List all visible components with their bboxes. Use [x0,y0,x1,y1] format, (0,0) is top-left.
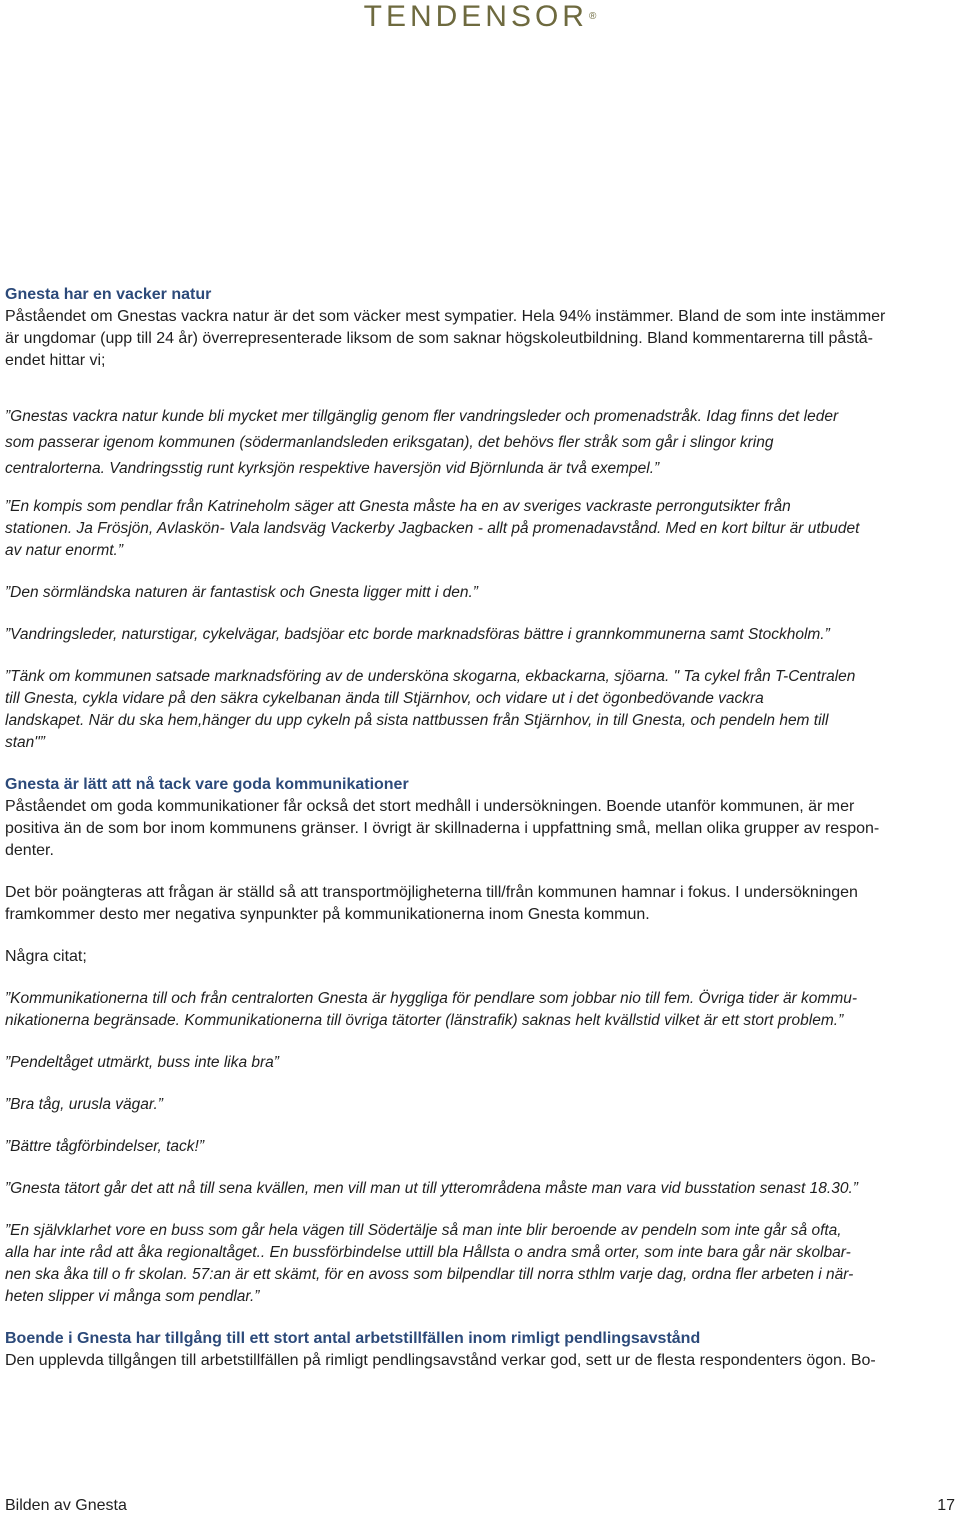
text-line: framkommer desto mer negativa synpunkter på kommunikationerna inom Gnesta kommun. [5,906,650,923]
quote-line: ”Gnestas vackra natur kunde bli mycket mer tillgänglig genom fler vandringsleder och promenadstråk. Idag finns det leder [5,408,839,425]
quote-centralorten [5,988,955,1032]
quote-line: av natur enormt.” [5,542,124,559]
quote-cykel [5,666,955,754]
quote-line: som passerar igenom kommunen (södermanlandsleden eriksgatan), det behövs fler stråk som går i slingor kring [5,434,774,451]
quote-line: nikationerna begränsade. Kommunikationerna till övriga tätorter (länstrafik) saknas helt kvällstid vilket är ett stort problem.” [5,1012,844,1029]
quote-line: ”En kompis som pendlar från Katrineholm säger att Gnesta måste ha en av sveriges vackraste perrongutsikter från [5,498,791,515]
text-line: denter. [5,842,54,859]
quote-vandringsleder [5,404,955,482]
registered-mark: ® [588,11,597,22]
text-line: är ungdomar (upp till 24 år) överrepresenterade liksom de som saknar högskoleutbildning. Bland kommentarerna till påstå- [5,330,873,347]
quote-line: alla har inte råd att åka regionaltåget.. En bussförbindelse uttill bla Hållsta o andra små orter, som inte bara går när skolbar- [5,1244,851,1261]
quote-line: stationen. Ja Frösjön, Avlaskön- Vala landsväg Vackerby Jagbacken - allt på promenadavstånd. Med en kort biltur är utbudet [5,520,860,537]
page-footer [5,1496,955,1516]
section-heading-natur: Gnesta har en vacker natur [5,286,212,303]
section-heading-arbetstillfallen: Boende i Gnesta har tillgång till ett stort antal arbetstillfällen inom rimligt pendlingsavstånd [5,1330,701,1347]
text-line: Påståendet om goda kommunikationer får också det stort medhåll i undersökningen. Boende utanför kommunen, är mer [5,798,855,815]
quote-sormlandska-naturen: ”Den sörmländska naturen är fantastisk och Gnesta ligger mitt i den.” [5,584,478,601]
footer-title: Bilden av Gnesta [5,1497,127,1514]
quote-line: till Gnesta, cykla vidare på den säkra cykelbanan ända till Stjärnhov, och vidare ut i det ögonbedövande vackra [5,690,764,707]
quote-line: ”En självklarhet vore en buss som går hela vägen till Södertälje så man inte blir beroende av pendeln som inte går så ofta, [5,1222,842,1239]
quote-sodertalje-buss [5,1220,955,1308]
tendensor-logo [0,2,960,32]
section-heading-kommunikationer: Gnesta är lätt att nå tack vare goda kommunikationer [5,776,409,793]
citat-intro: Några citat; [5,948,87,965]
text-line: positiva än de som bor inom kommunens gränser. I övrigt är skillnaderna i uppfattning små, mellan olika grupper av respon- [5,820,880,837]
quote-line: nen ska åka till o fr skolan. 57:an är ett skämt, för en avoss som bilpendlar till norra sthlm varje dag, ordna fler arbeten i när- [5,1266,854,1283]
quote-marknadsforing: ”Vandringsleder, naturstigar, cykelvägar, badsjöar etc borde marknadsföras bättre i grannkommunerna samt Stockholm.” [5,626,830,643]
quote-battre-tagforbindelser: ”Bättre tågförbindelser, tack!” [5,1138,205,1155]
page-number: 17 [937,1497,955,1514]
quote-bra-tag: ”Bra tåg, urusla vägar.” [5,1096,163,1113]
logo-text: TENDENSOR [363,0,588,33]
quote-perrongutsikt [5,496,955,562]
text-line: Påståendet om Gnestas vackra natur är det som väcker mest sympatier. Hela 94% instämmer. Bland de som inte instämmer [5,308,886,325]
quote-pendeltaget: ”Pendeltåget utmärkt, buss inte lika bra” [5,1054,279,1071]
quote-line: centralorterna. Vandringsstig runt kyrksjön respektive haversjön vid Björnlunda är två exempel.” [5,460,660,477]
quote-line: ”Kommunikationerna till och från centralorten Gnesta är hyggliga för pendlare som jobbar nio till fem. Övriga tider är kommu- [5,990,858,1007]
quote-line: stan"” [5,734,45,751]
quote-line: heten slipper vi många som pendlar.” [5,1288,260,1305]
quote-busstation: ”Gnesta tätort går det att nå till sena kvällen, men vill man ut till ytterområdena måste man vara vid busstation senast 18.30.” [5,1180,858,1197]
document-body [5,284,955,1372]
text-line: Den upplevda tillgången till arbetstillfällen på rimligt pendlingsavstånd verkar god, sett ur de flesta respondenters ögon. Bo- [5,1352,876,1369]
quote-line: ”Tänk om kommunen satsade marknadsföring av de undersköna skogarna, ekbackarna, sjöarna. " Ta cykel från T-Centralen [5,668,856,685]
text-line: endet hittar vi; [5,352,106,369]
quote-line: landskapet. När du ska hem,hänger du upp cykeln på sista nattbussen från Stjärnhov, in till Gnesta, och pendeln hem till [5,712,829,729]
text-line: Det bör poängteras att frågan är ställd så att transportmöjligheterna till/från kommunen hamnar i fokus. I undersökningen [5,884,858,901]
